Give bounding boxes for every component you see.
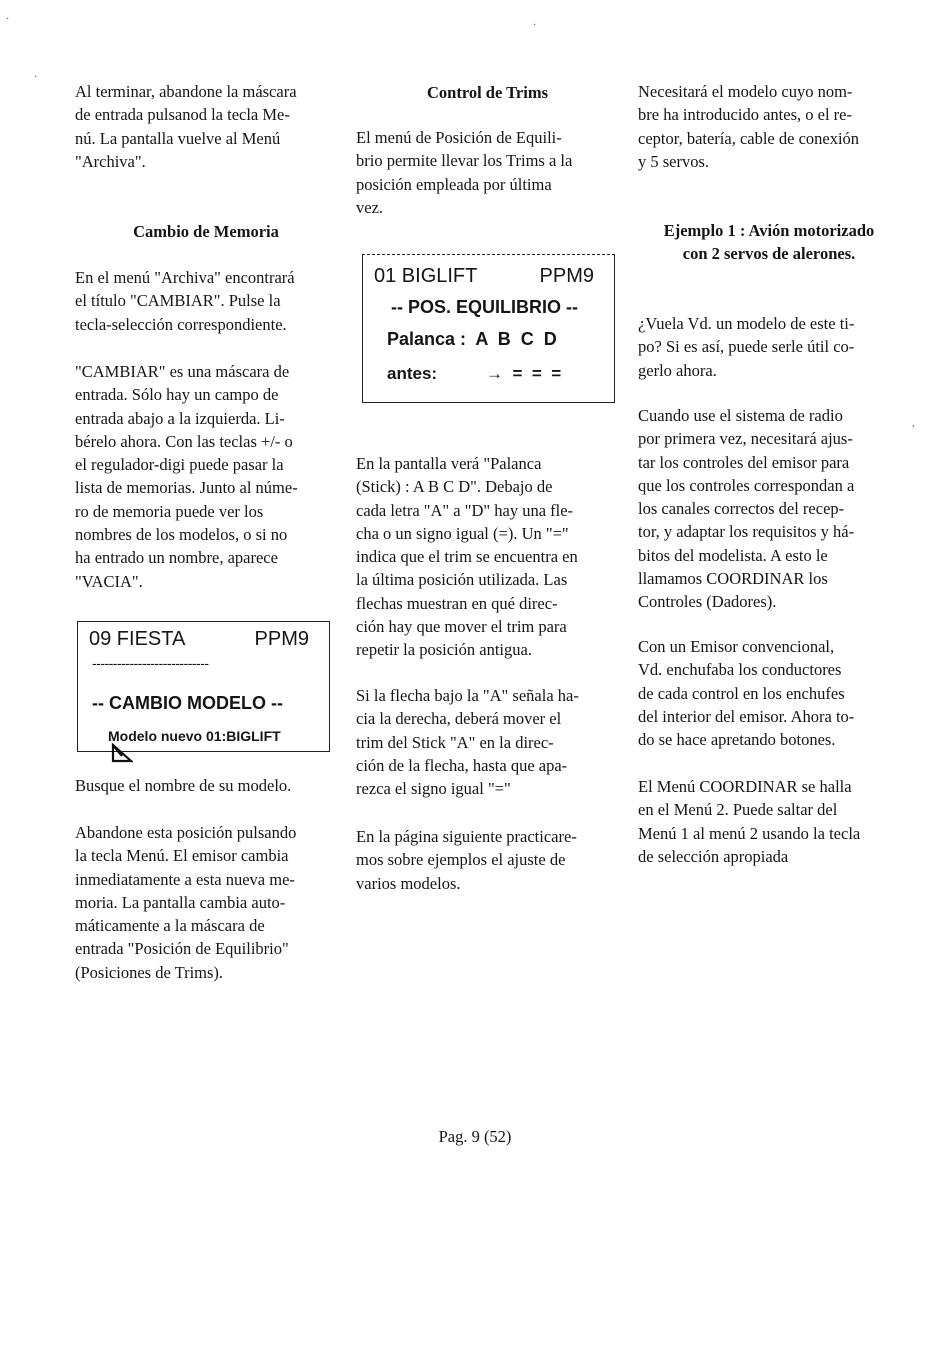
page-number: Pag. 9 (52): [438, 1127, 512, 1146]
paragraph: Si la flecha bajo la "A" señala ha- cia la derecha, deberá mover el trim del Stick "A" en la direc- ción de la flecha, hasta que apa- rezca el signo igual "=": [356, 686, 579, 799]
paragraph: En la pantalla verá "Palanca (Stick) : A B C D". Debajo de cada letra "A" a "D" hay una fle- cha o un signo igual (=). Un "=" indica que el trim se encuentra en la última posición utilizada. Las flechas muestran en qué direc- ción hay que mover el trim para repetir la posición antigua.: [356, 454, 578, 660]
lcd-trim-indicators: → = = =: [486, 364, 562, 383]
paragraph: El Menú COORDINAR se halla en el Menú 2. Puede saltar del Menú 1 al menú 2 usando la tecla de selección apropiada: [638, 777, 861, 866]
lcd-new-model: Modelo nuevo 01:BIGLIFT: [108, 728, 281, 744]
lcd-model-name: 01 BIGLIFT: [374, 265, 478, 287]
lcd-stick-labels: Palanca : A B C D: [387, 329, 557, 349]
paragraph: Con un Emisor convencional, Vd. enchufaba los conductores de cada control en los enchufes del interior del emisor. Ahora to- do se hace apretando botones.: [638, 637, 855, 750]
paragraph: ¿Vuela Vd. un modelo de este ti- po? Si es así, puede serle útil co- gerlo ahora.: [638, 314, 855, 380]
lcd-menu-title: -- CAMBIO MODELO --: [92, 693, 283, 713]
scan-speck: ·: [6, 14, 10, 25]
lcd-modulation: PPM9: [254, 628, 309, 650]
section-heading: Control de Trims: [426, 83, 548, 102]
section-heading: Ejemplo 1 : Avión motorizado con 2 servos de alerones.: [663, 221, 875, 264]
paragraph: Cuando use el sistema de radio por primera vez, necesitará ajus- tar los controles del emisor para que los controles correspondan a los canales correctos del recep- tor, y adaptar los requisitos y há- bitos del modelista. A esto le llamamos COORDINAR los Controles (Dadores).: [638, 406, 855, 612]
scan-speck: ,: [912, 418, 915, 429]
paragraph: En el menú "Archiva" encontrará el título "CAMBIAR". Pulse la tecla-selección correspondiente.: [75, 268, 295, 334]
paragraph: El menú de Posición de Equili- brio permite llevar los Trims a la posición empleada por última vez.: [356, 128, 573, 217]
lcd-modulation: PPM9: [539, 265, 594, 287]
lcd-display-cambio-modelo: [77, 621, 330, 752]
scan-speck: ·: [533, 20, 537, 31]
paragraph: Necesitará el modelo cuyo nom- bre ha introducido antes, o el re- ceptor, batería, cable de conexión y 5 servos.: [638, 82, 860, 171]
paragraph: "CAMBIAR" es una máscara de entrada. Sólo hay un campo de entrada abajo a la izquierda. Li- bérelo ahora. Con las teclas +/- o el regulador-digi puede pasar la lista de memorias. Junto al núme- ro de memoria puede ver los nombres de los modelos, o si no ha entrado un nombre, aparece "VACIA".: [75, 362, 298, 591]
lcd-model-name: 09 FIESTA: [89, 628, 186, 650]
lcd-display-pos-equilibrio: [362, 254, 615, 403]
section-heading: Cambio de Memoria: [133, 222, 279, 241]
lcd-before-label: antes:: [387, 364, 438, 383]
paragraph: Abandone esta posición pulsando la tecla Menú. El emisor cambia inmediatamente a esta nueva me- moria. La pantalla cambia auto- máticamente a la máscara de entrada "Posición de Equilibrio" (Posiciones de Trims).: [75, 823, 297, 982]
paragraph: Al terminar, abandone la máscara de entrada pulsanod la tecla Me- nú. La pantalla vuelve al Menú "Archiva".: [75, 82, 297, 171]
scan-speck: ·: [34, 72, 38, 83]
paragraph: En la página siguiente practicare- mos sobre ejemplos el ajuste de varios modelos.: [356, 827, 577, 893]
lcd-menu-title: -- POS. EQUILIBRIO --: [391, 297, 578, 317]
paragraph: Busque el nombre de su modelo.: [75, 776, 292, 795]
lcd-divider: ----------------------------: [92, 655, 209, 671]
